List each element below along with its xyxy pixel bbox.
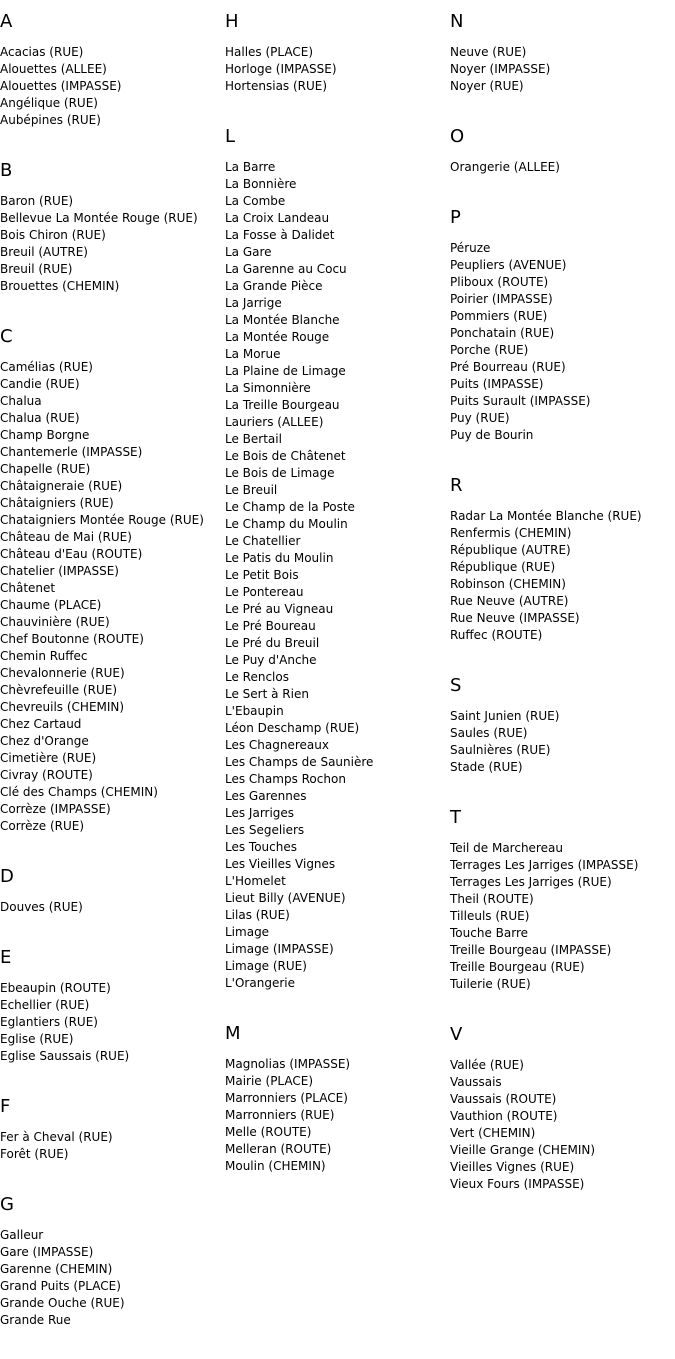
street-name: Bois Chiron (RUE) — [0, 228, 106, 242]
street-name: La Simonnière — [225, 381, 311, 395]
street-name: Châtaigneraie (RUE) — [0, 479, 123, 493]
street-name: Corrèze (IMPASSE) — [0, 802, 111, 816]
street-list — [0, 359, 225, 835]
street-name: La Gare — [225, 245, 272, 259]
street-name: Orangerie (ALLEE) — [450, 160, 560, 174]
street-name: Candie (RUE) — [0, 377, 80, 391]
street-name: Le Sert à Rien — [225, 687, 309, 701]
letter-section — [0, 1193, 225, 1329]
street-name: L'Ebaupin — [225, 704, 284, 718]
street-name: Mairie (PLACE) — [225, 1074, 314, 1088]
street-name: Fer à Cheval (RUE) — [0, 1130, 113, 1144]
street-name: Camélias (RUE) — [0, 360, 93, 374]
street-name: Renfermis (CHEMIN) — [450, 526, 572, 540]
street-name: Vert (CHEMIN) — [450, 1126, 536, 1140]
street-name: Le Renclos — [225, 670, 289, 684]
street-name: Brouettes (CHEMIN) — [0, 279, 120, 293]
letter-section — [0, 865, 225, 916]
street-name: République (AUTRE) — [450, 543, 571, 557]
street-name: La Bonnière — [225, 177, 297, 191]
letter-heading: T — [450, 807, 461, 828]
street-name: La Grande Pièce — [225, 279, 323, 293]
street-name: Les Jarriges — [225, 806, 295, 820]
street-name: Puits Surault (IMPASSE) — [450, 394, 591, 408]
street-name: Terrages Les Jarriges (IMPASSE) — [450, 858, 639, 872]
street-name: Vieille Grange (CHEMIN) — [450, 1143, 596, 1157]
street-name: Le Bertail — [225, 432, 282, 446]
letter-heading: S — [450, 675, 462, 696]
street-name: Péruze — [450, 241, 491, 255]
letter-heading: V — [450, 1024, 463, 1045]
street-name: La Montée Rouge — [225, 330, 330, 344]
street-name: Vaussais (ROUTE) — [450, 1092, 557, 1106]
street-name: Le Champ du Moulin — [225, 517, 348, 531]
street-name: Breuil (AUTRE) — [0, 245, 88, 259]
street-name: Le Patis du Moulin — [225, 551, 334, 565]
street-name: Gare (IMPASSE) — [0, 1245, 94, 1259]
street-name: Champ Borgne — [0, 428, 90, 442]
street-name: Forêt (RUE) — [0, 1147, 69, 1161]
street-name: Angélique (RUE) — [0, 96, 98, 110]
street-name: Noyer (RUE) — [450, 79, 524, 93]
street-list — [450, 1057, 675, 1193]
street-list — [450, 240, 675, 444]
letter-section — [0, 1095, 225, 1163]
street-name: Peupliers (AVENUE) — [450, 258, 567, 272]
street-name: Les Champs Rochon — [225, 772, 346, 786]
street-name: Alouettes (ALLEE) — [0, 62, 107, 76]
street-name: Léon Deschamp (RUE) — [225, 721, 360, 735]
street-name: Saulnières (RUE) — [450, 743, 551, 757]
street-name: La Garenne au Cocu — [225, 262, 347, 276]
street-name: Hortensias (RUE) — [225, 79, 328, 93]
street-name: Vaussais — [450, 1075, 502, 1089]
street-name: Chauvinière (RUE) — [0, 615, 110, 629]
street-name: Marronniers (RUE) — [225, 1108, 335, 1122]
street-name: Le Breuil — [225, 483, 278, 497]
street-name: Chatelier (IMPASSE) — [0, 564, 119, 578]
street-name: Moulin (CHEMIN) — [225, 1159, 326, 1173]
street-name: Horloge (IMPASSE) — [225, 62, 337, 76]
street-list — [450, 840, 675, 993]
street-name: Neuve (RUE) — [450, 45, 527, 59]
street-name: Le Puy d'Anche — [225, 653, 317, 667]
street-name: Le Pré du Breuil — [225, 636, 320, 650]
letter-heading: P — [450, 207, 461, 228]
street-name: La Fosse à Dalidet — [225, 228, 335, 242]
street-name: Melle (ROUTE) — [225, 1125, 312, 1139]
street-name: Galleur — [0, 1228, 44, 1242]
street-name: Châtenet — [0, 581, 56, 595]
letter-section — [450, 806, 675, 993]
letter-section — [450, 674, 675, 776]
letter-heading: E — [0, 947, 12, 968]
street-name: Grande Rue — [0, 1313, 71, 1327]
street-list — [225, 1056, 450, 1175]
street-list — [0, 980, 225, 1065]
street-name: La Morue — [225, 347, 281, 361]
street-list — [450, 44, 675, 95]
street-name: Porche (RUE) — [450, 343, 529, 357]
street-name: Rue Neuve (AUTRE) — [450, 594, 569, 608]
street-name: Vauthion (ROUTE) — [450, 1109, 558, 1123]
street-name: L'Orangerie — [225, 976, 295, 990]
street-name: Tilleuls (RUE) — [450, 909, 530, 923]
street-name: Chemin Ruffec — [0, 649, 88, 663]
street-name: Le Pontereau — [225, 585, 304, 599]
letter-section — [0, 325, 225, 835]
street-name: Pré Bourreau (RUE) — [450, 360, 566, 374]
street-name: Magnolias (IMPASSE) — [225, 1057, 351, 1071]
street-name: Les Segeliers — [225, 823, 305, 837]
letter-section — [225, 10, 450, 95]
letter-section — [225, 125, 450, 992]
street-name: Corrèze (RUE) — [0, 819, 85, 833]
letter-section — [0, 10, 225, 129]
letter-heading: A — [0, 11, 13, 32]
street-name: Teil de Marchereau — [450, 841, 563, 855]
street-name: Garenne (CHEMIN) — [0, 1262, 113, 1276]
street-name: Puits (IMPASSE) — [450, 377, 544, 391]
street-name: Saules (RUE) — [450, 726, 528, 740]
street-name: Le Pré au Vigneau — [225, 602, 334, 616]
street-name: La Barre — [225, 160, 276, 174]
street-name: République (RUE) — [450, 560, 556, 574]
street-name: Puy de Bourin — [450, 428, 534, 442]
street-list — [225, 44, 450, 95]
street-name: Les Garennes — [225, 789, 307, 803]
letter-heading: C — [0, 326, 13, 347]
street-name: Chevalonnerie (RUE) — [0, 666, 125, 680]
street-name: Ebeaupin (ROUTE) — [0, 981, 111, 995]
street-name: Limage — [225, 925, 270, 939]
street-name: Chantemerle (IMPASSE) — [0, 445, 143, 459]
street-name: Ponchatain (RUE) — [450, 326, 555, 340]
street-name: Les Touches — [225, 840, 297, 854]
street-name: Lilas (RUE) — [225, 908, 290, 922]
letter-heading: M — [225, 1023, 241, 1044]
street-name: Châtaigniers (RUE) — [0, 496, 114, 510]
street-name: Chapelle (RUE) — [0, 462, 91, 476]
letter-heading: F — [0, 1096, 11, 1117]
street-name: La Jarrige — [225, 296, 282, 310]
street-name: Eglise (RUE) — [0, 1032, 74, 1046]
street-name: Le Bois de Châtenet — [225, 449, 346, 463]
street-name: Chevreuils (CHEMIN) — [0, 700, 125, 714]
street-name: Le Champ de la Poste — [225, 500, 355, 514]
street-name: Château de Mai (RUE) — [0, 530, 132, 544]
street-list — [225, 159, 450, 992]
street-name: Bellevue La Montée Rouge (RUE) — [0, 211, 198, 225]
letter-section — [450, 474, 675, 644]
street-name: La Montée Blanche — [225, 313, 340, 327]
street-name: Vieilles Vignes (RUE) — [450, 1160, 575, 1174]
street-name: Civray (ROUTE) — [0, 768, 93, 782]
letter-section — [0, 946, 225, 1065]
street-name: Chez Cartaud — [0, 717, 82, 731]
letter-heading: R — [450, 475, 463, 496]
street-name: Lieut Billy (AVENUE) — [225, 891, 346, 905]
street-index-column-3 — [450, 10, 675, 1223]
street-index-column-1 — [0, 10, 225, 1359]
street-name: Eglantiers (RUE) — [0, 1015, 98, 1029]
street-list — [450, 708, 675, 776]
street-name: Melleran (ROUTE) — [225, 1142, 332, 1156]
street-list — [0, 193, 225, 295]
letter-heading: H — [225, 11, 239, 32]
street-name: Halles (PLACE) — [225, 45, 314, 59]
letter-heading: O — [450, 126, 465, 147]
street-name: Puy (RUE) — [450, 411, 510, 425]
street-name: Stade (RUE) — [450, 760, 523, 774]
letter-section — [450, 125, 675, 176]
street-name: Baron (RUE) — [0, 194, 74, 208]
street-name: Le Bois de Limage — [225, 466, 335, 480]
street-name: Robinson (CHEMIN) — [450, 577, 566, 591]
street-name: Chèvrefeuille (RUE) — [0, 683, 117, 697]
street-name: Breuil (RUE) — [0, 262, 73, 276]
street-name: Marronniers (PLACE) — [225, 1091, 348, 1105]
street-list — [0, 1227, 225, 1329]
street-name: Treille Bourgeau (IMPASSE) — [450, 943, 612, 957]
street-name: Grand Puits (PLACE) — [0, 1279, 121, 1293]
street-name: Rue Neuve (IMPASSE) — [450, 611, 580, 625]
street-name: Acacias (RUE) — [0, 45, 84, 59]
street-name: Aubépines (RUE) — [0, 113, 101, 127]
letter-section — [225, 1022, 450, 1175]
street-name: Clé des Champs (CHEMIN) — [0, 785, 158, 799]
street-name: La Combe — [225, 194, 286, 208]
street-name: Vieux Fours (IMPASSE) — [450, 1177, 585, 1191]
street-name: L'Homelet — [225, 874, 286, 888]
street-name: Les Vieilles Vignes — [225, 857, 336, 871]
street-name: Chez d'Orange — [0, 734, 89, 748]
street-name: Saint Junien (RUE) — [450, 709, 560, 723]
street-name: Touche Barre — [450, 926, 528, 940]
street-name: Grande Ouche (RUE) — [0, 1296, 125, 1310]
street-name: Vallée (RUE) — [450, 1058, 524, 1072]
street-name: Les Champs de Saunière — [225, 755, 374, 769]
street-list — [0, 899, 225, 916]
street-name: Theil (ROUTE) — [450, 892, 534, 906]
street-name: Chataigniers Montée Rouge (RUE) — [0, 513, 204, 527]
street-list — [450, 159, 675, 176]
street-name: Château d'Eau (ROUTE) — [0, 547, 143, 561]
street-name: Lauriers (ALLEE) — [225, 415, 324, 429]
street-name: Le Chatellier — [225, 534, 301, 548]
letter-heading: G — [0, 1194, 14, 1215]
letter-section — [450, 1023, 675, 1193]
street-name: Chalua — [0, 394, 42, 408]
street-name: Noyer (IMPASSE) — [450, 62, 551, 76]
street-name: La Treille Bourgeau — [225, 398, 340, 412]
street-name: Le Pré Boureau — [225, 619, 316, 633]
letter-section — [450, 10, 675, 95]
street-name: Chef Boutonne (ROUTE) — [0, 632, 144, 646]
street-name: Chalua (RUE) — [0, 411, 80, 425]
street-name: Cimetière (RUE) — [0, 751, 97, 765]
letter-heading: D — [0, 866, 14, 887]
street-list — [0, 44, 225, 129]
street-list — [450, 508, 675, 644]
letter-section — [450, 206, 675, 444]
street-name: Alouettes (IMPASSE) — [0, 79, 122, 93]
street-index-column-2 — [225, 10, 450, 1205]
street-name: Pliboux (ROUTE) — [450, 275, 549, 289]
street-name: Terrages Les Jarriges (RUE) — [450, 875, 612, 889]
street-name: La Croix Landeau — [225, 211, 330, 225]
street-name: Poirier (IMPASSE) — [450, 292, 553, 306]
street-name: La Plaine de Limage — [225, 364, 346, 378]
street-name: Treille Bourgeau (RUE) — [450, 960, 585, 974]
street-name: Radar La Montée Blanche (RUE) — [450, 509, 642, 523]
street-name: Chaume (PLACE) — [0, 598, 102, 612]
street-name: Tuilerie (RUE) — [450, 977, 531, 991]
letter-heading: N — [450, 11, 464, 32]
street-name: Eglise Saussais (RUE) — [0, 1049, 130, 1063]
street-list — [0, 1129, 225, 1163]
street-name: Le Petit Bois — [225, 568, 299, 582]
letter-section — [0, 159, 225, 295]
letter-heading: L — [225, 126, 236, 147]
street-name: Les Chagnereaux — [225, 738, 329, 752]
street-name: Douves (RUE) — [0, 900, 83, 914]
street-name: Limage (IMPASSE) — [225, 942, 334, 956]
street-name: Pommiers (RUE) — [450, 309, 548, 323]
street-name: Ruffec (ROUTE) — [450, 628, 543, 642]
letter-heading: B — [0, 160, 13, 181]
street-name: Limage (RUE) — [225, 959, 307, 973]
street-name: Echellier (RUE) — [0, 998, 90, 1012]
